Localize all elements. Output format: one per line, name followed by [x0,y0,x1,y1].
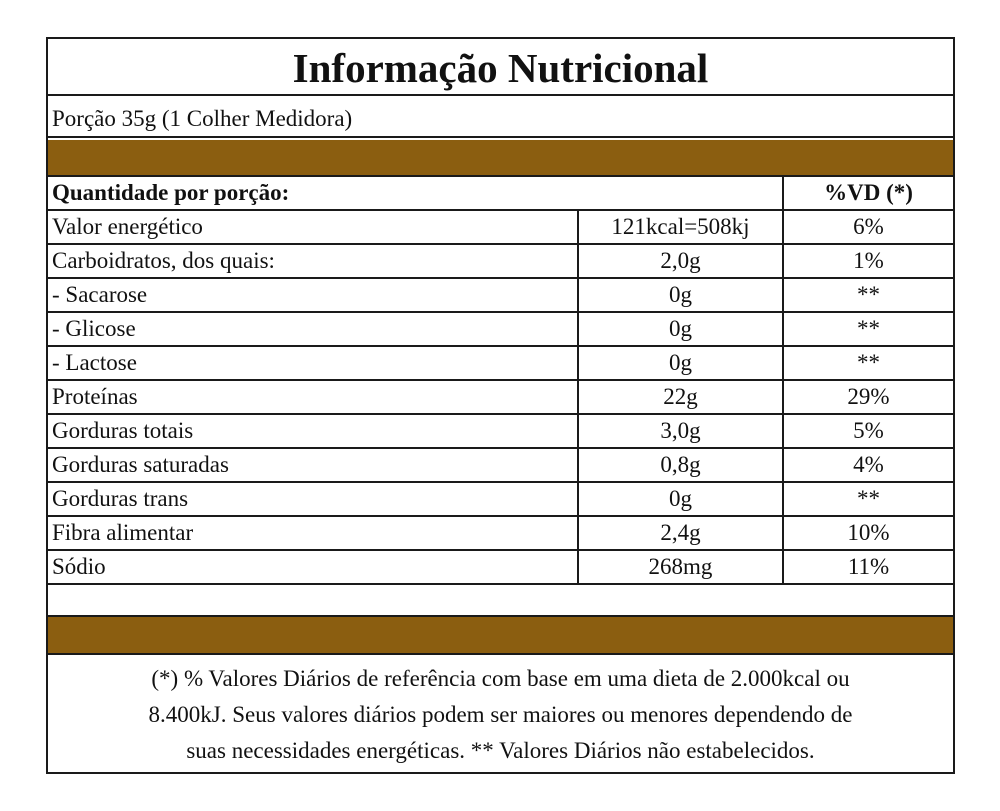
nutrient-name: - Sacarose [48,278,578,312]
nutrient-name: Valor energético [48,210,578,244]
nutrient-daily-value: 4% [783,448,953,482]
nutrient-daily-value: 11% [783,550,953,584]
nutrient-daily-value: ** [783,482,953,516]
label-title: Informação Nutricional [48,39,953,96]
nutrient-quantity: 3,0g [578,414,783,448]
nutrient-quantity: 0g [578,346,783,380]
vd-header: %VD (*) [783,177,953,210]
quantity-header: Quantidade por porção: [48,177,783,210]
table-row [48,346,953,380]
nutrient-quantity: 0g [578,312,783,346]
nutrient-quantity: 2,4g [578,516,783,550]
nutrient-name: Gorduras trans [48,482,578,516]
table-row [48,210,953,244]
table-row [48,244,953,278]
nutrient-daily-value: 6% [783,210,953,244]
nutrient-name: Proteínas [48,380,578,414]
portion-size: Porção 35g (1 Colher Medidora) [48,96,953,138]
table-row [48,380,953,414]
footnote-line-3: suas necessidades energéticas. ** Valores Diários não estabelecidos. [186,738,815,763]
nutrient-quantity: 0,8g [578,448,783,482]
nutrient-daily-value: 1% [783,244,953,278]
nutrient-quantity: 22g [578,380,783,414]
nutrient-daily-value: ** [783,346,953,380]
nutrient-name: Fibra alimentar [48,516,578,550]
table-row [48,414,953,448]
table-header-row [48,177,953,210]
footnote-line-2: 8.400kJ. Seus valores diários podem ser maiores ou menores dependendo de [148,702,853,727]
nutrient-name: Carboidratos, dos quais: [48,244,578,278]
bottom-color-band [48,615,953,655]
nutrient-quantity: 0g [578,482,783,516]
nutrient-daily-value: ** [783,278,953,312]
footnote [48,653,953,772]
nutrient-name: Gorduras saturadas [48,448,578,482]
nutrient-name: Gorduras totais [48,414,578,448]
nutrient-name: - Glicose [48,312,578,346]
footnote-line-1: (*) % Valores Diários de referência com base em uma dieta de 2.000kcal ou [151,666,850,691]
table-row [48,550,953,584]
table-row [48,482,953,516]
nutrient-daily-value: ** [783,312,953,346]
nutrient-quantity: 0g [578,278,783,312]
nutrient-daily-value: 29% [783,380,953,414]
nutrition-label [46,37,955,774]
nutrient-quantity: 268mg [578,550,783,584]
nutrient-quantity: 2,0g [578,244,783,278]
nutrient-name: Sódio [48,550,578,584]
nutrition-table [48,177,953,585]
nutrient-daily-value: 5% [783,414,953,448]
nutrient-quantity: 121kcal=508kj [578,210,783,244]
top-color-band [48,140,953,177]
nutrient-name: - Lactose [48,346,578,380]
table-row [48,516,953,550]
nutrient-daily-value: 10% [783,516,953,550]
table-row [48,278,953,312]
table-row [48,312,953,346]
table-row [48,448,953,482]
